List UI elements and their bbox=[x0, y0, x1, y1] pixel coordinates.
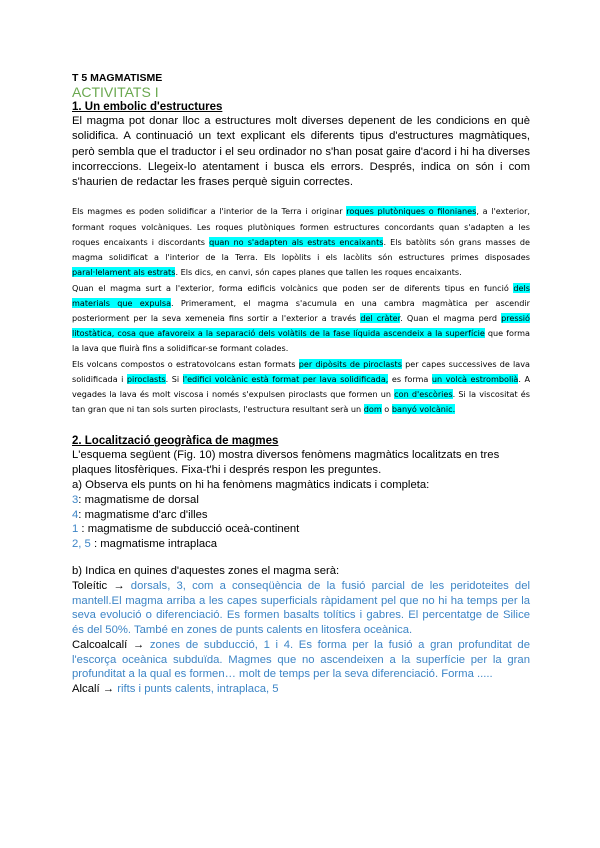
highlight: piroclasts bbox=[126, 373, 166, 384]
text-paragraph-3: Els volcans compostos o estratovolcans estan formats per dipòsits de piroclasts per capes successives de lava solidificada i piroclasts. Si l'edifici volcànic està format per lava solidificada, es forma un volcà estrombolià. A vegades la lava és molt viscosa i només s'expulsen piroclasts que formen un con d'escòries. Si la viscositat és tan gran que ni tan sols surten piroclasts, l'estructura resultant serà un dom o banyó volcànic. bbox=[72, 358, 531, 415]
answer-toleitic: Toleític → dorsals, 3, com a conseqüència de la fusió parcial de les peridoteites del mantell.El magma arriba a les capes superficials ràpidament pel que no hi ha temps per la seva evolució o diferenciació. Es formen basalts tolítics i gabres. El percentatge de Silice és del 50%. També en zones de punts calents en litosfera oceànica. bbox=[72, 579, 531, 637]
text-paragraph-2: Quan el magma surt a l'exterior, forma edificis volcànics que poden ser de diferents tipus en funció dels materials que expulsa. Primerament, el magma s'acumula en una cambra magmàtica per ascendir posteriorment per la seva xemeneia fins sortir a l'exterior a través del cràter. Quan el magma perd pressió litostàtica, cosa que afavoreix a la separació dels volàtils de la fase líquida ascendeix a la superfície que forma la lava que fluirà fins a solidificar-se formant colades. bbox=[72, 282, 530, 354]
answer-item: 3: magmatisme de dorsal bbox=[72, 493, 199, 506]
question-a: a) Observa els punts on hi ha fenòmens magmàtics indicats i completa: bbox=[72, 478, 430, 491]
highlight: del cràter bbox=[360, 312, 401, 323]
answer-calcoalcali: Calcoalcalí → zones de subducció, 1 i 4. Es forma per la fusió a gran profunditat de l'escorça oceànica subduïda. Magmes que no ascendeixen a la superfície per la gran profunditat a la qual es formen… molt de temps per la seva diferenciació. Forma ..... bbox=[72, 638, 530, 681]
highlight: dom bbox=[363, 404, 382, 415]
highlight: per dipòsits de piroclasts bbox=[298, 358, 402, 369]
answer-item: 1 : magmatisme de subducció oceà-continent bbox=[72, 523, 300, 536]
highlight: quan no s'adapten als estrats encaixants bbox=[209, 236, 384, 247]
highlight: dels materials que expulsa bbox=[72, 282, 530, 308]
highlight: con d'escòries bbox=[394, 388, 453, 399]
section-2-heading: 2. Localització geogràfica de magmes bbox=[72, 435, 279, 448]
highlight: l'edifici volcànic està format per lava solidificada, bbox=[182, 373, 389, 384]
document-title: T 5 MAGMATISME bbox=[72, 72, 163, 84]
section-1-intro: El magma pot donar lloc a estructures molt diverses depenent de les condicions en què solidifica. A continuació un text explicant els diferents tipus d'estructures magmàtiques, però sembla que el traductor i el seu ordinador no s'han posat gaire d'acord i hi ha diverses incorreccions. Llegeix-lo atentament i busca els errors. Després, indica on són i com s'haurien de redactar les frases perquè siguin correctes. bbox=[72, 115, 530, 189]
question-b: b) Indica en quines d'aquestes zones el magma serà: bbox=[72, 564, 340, 577]
highlight: pressió litostàtica, cosa que afavoreix a la separació dels volàtils de la fase líquida ascendeix a la superfície bbox=[72, 312, 530, 339]
highlight: paral·lelament als estrats bbox=[72, 267, 176, 278]
highlight: banyó volcànic. bbox=[391, 404, 456, 415]
text-paragraph-1: Els magmes es poden solidificar a l'interior de la Terra i originar roques plutòniques o filonianes, a l'exterior, formant roques volcàniques. Les roques plutòniques formen estructures concordants quan s'adapten a les roques encaixants i discordants quan no s'adapten als estrats encaixants. Els batòlits són grans masses de magma solidificat a l'interior de la Terra. Els lopòlits i els lacòlits són estructures primes disposades paral·lelament als estrats. Els dics, en canvi, són capes planes que tallen les roques encaixants. bbox=[72, 206, 531, 278]
highlight: roques plutòniques o filonianes bbox=[346, 206, 477, 217]
document-subtitle: ACTIVITATS I bbox=[72, 84, 159, 100]
answer-alcali: Alcalí → rifts i punts calents, intraplaca, 5 bbox=[72, 683, 279, 696]
section-1-heading: 1. Un embolic d'estructures bbox=[72, 101, 223, 113]
answer-item: 2, 5 : magmatisme intraplaca bbox=[72, 538, 218, 551]
section-2-intro: L'esquema següent (Fig. 10) mostra diversos fenòmens magmàtics localitzats en tres plaques litosfèriques. Fixa-t'hi i després respon les preguntes. bbox=[72, 449, 500, 477]
highlight: un volcà estrombolià bbox=[431, 373, 519, 384]
document-page bbox=[72, 72, 530, 697]
answer-item: 4: magmatisme d'arc d'illes bbox=[72, 508, 208, 521]
